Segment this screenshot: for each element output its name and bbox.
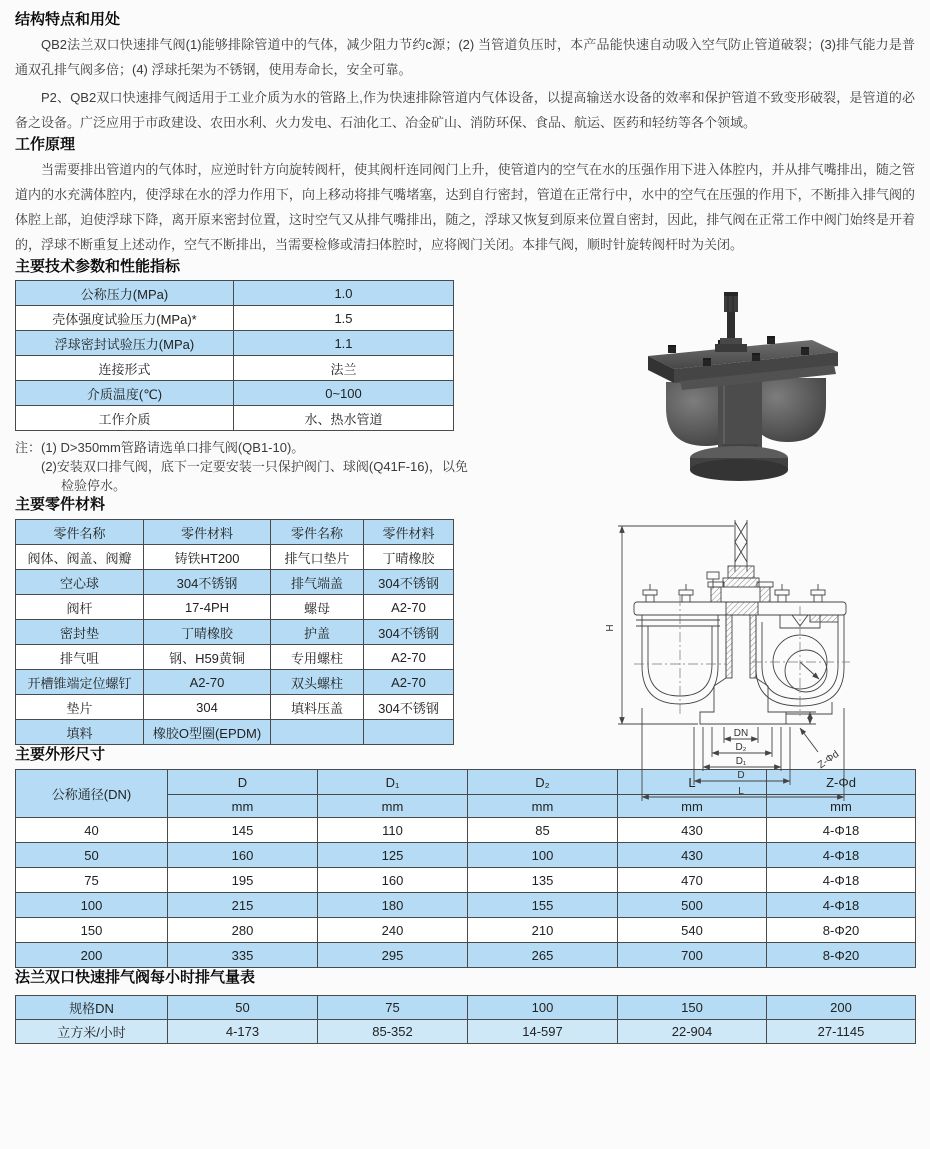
cell: 8-Φ20 <box>767 943 916 968</box>
cell: 空心球 <box>16 570 144 595</box>
table-row <box>16 893 916 918</box>
cell: 150 <box>16 918 168 943</box>
cell: 210 <box>468 918 618 943</box>
cell: 304不锈钢 <box>144 570 271 595</box>
note-line: 注：(1) D>350mm管路请选单口排气阀(QB1-10)。 <box>15 440 305 455</box>
paragraph-features-1: QB2法兰双口快速排气阀(1)能够排除管道中的气体，减少阻力节约c源；(2) 当管道负压时，本产品能快速自动吸入空气防止管道破裂；(3)排气能力是普通双孔排气阀多倍；(4) 浮球托架为不锈钢，使用寿命长，安全可靠。 <box>15 37 915 77</box>
cell: 密封垫 <box>16 620 144 645</box>
cell: 27-1145 <box>767 1020 916 1044</box>
cell: 4-Φ18 <box>767 893 916 918</box>
cell: 开槽锥端定位螺钉 <box>16 670 144 695</box>
column-header: D <box>168 770 318 795</box>
cell: 1.1 <box>234 331 454 356</box>
unit-cell: mm <box>318 795 468 818</box>
dim-label-d: D <box>737 770 745 781</box>
cell <box>364 720 454 745</box>
cell: 430 <box>618 818 767 843</box>
cell: 法兰 <box>234 356 454 381</box>
cell: 连接形式 <box>16 356 234 381</box>
cell: 200 <box>16 943 168 968</box>
cell: 钢、H59黄铜 <box>144 645 271 670</box>
note-line: (2)安装双口排气阀，底下一定要安装一只保护阀门、球阀(Q41F-16)，以免 <box>41 459 468 474</box>
row-header: 规格DN <box>16 996 168 1020</box>
cell: 200 <box>767 996 916 1020</box>
table-row <box>16 843 916 868</box>
unit-cell: mm <box>468 795 618 818</box>
cell: 110 <box>318 818 468 843</box>
cell: 垫片 <box>16 695 144 720</box>
cell: 介质温度(℃) <box>16 381 234 406</box>
table-row <box>16 918 916 943</box>
cell: 填料压盖 <box>271 695 364 720</box>
paragraph-principle: 当需要排出管道内的气体时，应逆时针方向旋转阀杆，使其阀杆连同阀门上升，使管道内的空气在水的压强作用下进入体腔内，并从排气嘴排出，随之管道内的水充满体腔内，使浮球在水的浮力作用下，向上移动将排气嘴堵塞，达到自行密封，管道在正常行中，水中的空气在压强的作用下，不断排入排气阀的体腔上部，迫使浮球下降，离开原来密封位置，这时空气又从排气嘴排出，随之，浮球又恢复到原来位置自密封，因此，排气阀在正常工作中阀门始终是开着的，浮球不断重复上述动作，空气不断排出，当需要检修或清扫体腔时，应将阀门关闭。本排气阀，顺时针旋转阀杆时为关闭。 <box>15 162 915 252</box>
cell: 排气咀 <box>16 645 144 670</box>
cell: 500 <box>618 893 767 918</box>
cell: 155 <box>468 893 618 918</box>
cell: A2-70 <box>364 595 454 620</box>
cell: 22-904 <box>618 1020 767 1044</box>
cell: 浮球密封试验压力(MPa) <box>16 331 234 356</box>
cell: 4-Φ18 <box>767 843 916 868</box>
tech-params-table <box>15 280 454 431</box>
row-header: 立方米/小时 <box>16 1020 168 1044</box>
cell: 160 <box>318 868 468 893</box>
cell: 304不锈钢 <box>364 620 454 645</box>
cell: 工作介质 <box>16 406 234 431</box>
cell: 排气端盖 <box>271 570 364 595</box>
unit-cell: mm <box>168 795 318 818</box>
valve-photo <box>620 286 846 482</box>
cell: 专用螺柱 <box>271 645 364 670</box>
cell: 50 <box>168 996 318 1020</box>
cell: 8-Φ20 <box>767 918 916 943</box>
exhaust-volume-table <box>15 995 916 1044</box>
cell: 100 <box>468 843 618 868</box>
cell: 1.0 <box>234 281 454 306</box>
table-row <box>16 281 454 306</box>
cell: 14-597 <box>468 1020 618 1044</box>
dim-label-d2: D₂ <box>735 742 747 753</box>
cell: 280 <box>168 918 318 943</box>
cell: 75 <box>16 868 168 893</box>
cell: A2-70 <box>364 670 454 695</box>
cell: 160 <box>168 843 318 868</box>
cell: 295 <box>318 943 468 968</box>
cell: 304 <box>144 695 271 720</box>
table-row <box>16 1020 916 1044</box>
cell: 阀杆 <box>16 595 144 620</box>
cell: 150 <box>618 996 767 1020</box>
cell: 125 <box>318 843 468 868</box>
cell: 135 <box>468 868 618 893</box>
section-title-principle: 工作原理 <box>15 136 76 153</box>
column-header: L <box>618 770 767 795</box>
cell: 4-173 <box>168 1020 318 1044</box>
cell: 护盖 <box>271 620 364 645</box>
table-row <box>16 570 454 595</box>
cell: 4-Φ18 <box>767 818 916 843</box>
cell: 丁晴橡胶 <box>144 620 271 645</box>
dim-label-h: H <box>605 624 616 632</box>
cell: 145 <box>168 818 318 843</box>
cell: 1.5 <box>234 306 454 331</box>
cell: 180 <box>318 893 468 918</box>
cell: 85-352 <box>318 1020 468 1044</box>
cell: 215 <box>168 893 318 918</box>
cell: 填料 <box>16 720 144 745</box>
table-row <box>16 868 916 893</box>
column-header: 零件名称 <box>16 520 144 545</box>
cell: 阀体、阀盖、阀瓣 <box>16 545 144 570</box>
cell: 265 <box>468 943 618 968</box>
cell: 排气口垫片 <box>271 545 364 570</box>
cell: 304不锈钢 <box>364 695 454 720</box>
column-header: Z-Φd <box>767 770 916 795</box>
cell: 240 <box>318 918 468 943</box>
valve-drawing <box>604 516 884 808</box>
table-row <box>16 356 454 381</box>
cell: 橡胶O型圈(EPDM) <box>144 720 271 745</box>
table-row <box>16 645 454 670</box>
cell: 壳体强度试验压力(MPa)* <box>16 306 234 331</box>
section-title-dimensions: 主要外形尺寸 <box>15 746 106 763</box>
cell: 40 <box>16 818 168 843</box>
valve-bottom-flange <box>690 444 788 481</box>
note-line: 检验停水。 <box>61 478 127 493</box>
dim-label-l: L <box>738 786 744 797</box>
paragraph-features-2: P2、QB2双口快速排气阀适用于工业介质为水的管路上,作为快速排除管道内气体设备，以提高输送水设备的效率和保护管道不致变形破裂，是管道的必备之设备。广泛应用于市政建设、农田水利、火力发电、石油化工、冶金矿山、消防环保、食品、航运、医药和轻纺等各个领域。 <box>15 90 915 130</box>
cell <box>271 720 364 745</box>
table-row <box>16 695 454 720</box>
table-row <box>16 331 454 356</box>
table-row <box>16 818 916 843</box>
column-header: D₁ <box>318 770 468 795</box>
table-row <box>16 595 454 620</box>
section-title-materials: 主要零件材料 <box>15 496 106 513</box>
column-header: 零件材料 <box>364 520 454 545</box>
cell: 540 <box>618 918 767 943</box>
cell: 双头螺柱 <box>271 670 364 695</box>
drawing-geometry <box>618 520 846 801</box>
cell: 公称压力(MPa) <box>16 281 234 306</box>
unit-cell: mm <box>618 795 767 818</box>
cell: 100 <box>16 893 168 918</box>
section-title-tech-params: 主要技术参数和性能指标 <box>15 258 181 275</box>
section-title-exhaust: 法兰双口快速排气阀每小时排气量表 <box>15 969 256 986</box>
cell: 335 <box>168 943 318 968</box>
table-row <box>16 720 454 745</box>
cell: 0~100 <box>234 381 454 406</box>
unit-cell: mm <box>767 795 916 818</box>
cell: A2-70 <box>364 645 454 670</box>
cell: 4-Φ18 <box>767 868 916 893</box>
cell: 螺母 <box>271 595 364 620</box>
table-row <box>16 381 454 406</box>
dim-label-d1: D₁ <box>735 756 747 767</box>
table-header-row <box>16 520 454 545</box>
cell: 195 <box>168 868 318 893</box>
cell: 430 <box>618 843 767 868</box>
dim-label-dn: DN <box>733 728 749 739</box>
column-header: D₂ <box>468 770 618 795</box>
cell: 50 <box>16 843 168 868</box>
cell: 水、热水管道 <box>234 406 454 431</box>
table-row <box>16 670 454 695</box>
table-row <box>16 306 454 331</box>
column-header: 零件材料 <box>144 520 271 545</box>
table-row <box>16 406 454 431</box>
cell: 100 <box>468 996 618 1020</box>
dim-label-z-phi-d: Z-Φd <box>815 748 842 772</box>
column-header: 零件名称 <box>271 520 364 545</box>
cell: 700 <box>618 943 767 968</box>
table-row <box>16 996 916 1020</box>
cell: 17-4PH <box>144 595 271 620</box>
cell: 304不锈钢 <box>364 570 454 595</box>
cell: 丁晴橡胶 <box>364 545 454 570</box>
cell: 铸铁HT200 <box>144 545 271 570</box>
section-title-features: 结构特点和用处 <box>15 11 121 28</box>
cell: 470 <box>618 868 767 893</box>
table-row <box>16 620 454 645</box>
corner-header: 公称通径(DN) <box>16 770 168 818</box>
cell: 75 <box>318 996 468 1020</box>
cell: A2-70 <box>144 670 271 695</box>
materials-table <box>15 519 454 745</box>
table-row <box>16 943 916 968</box>
table-row <box>16 545 454 570</box>
cell: 85 <box>468 818 618 843</box>
